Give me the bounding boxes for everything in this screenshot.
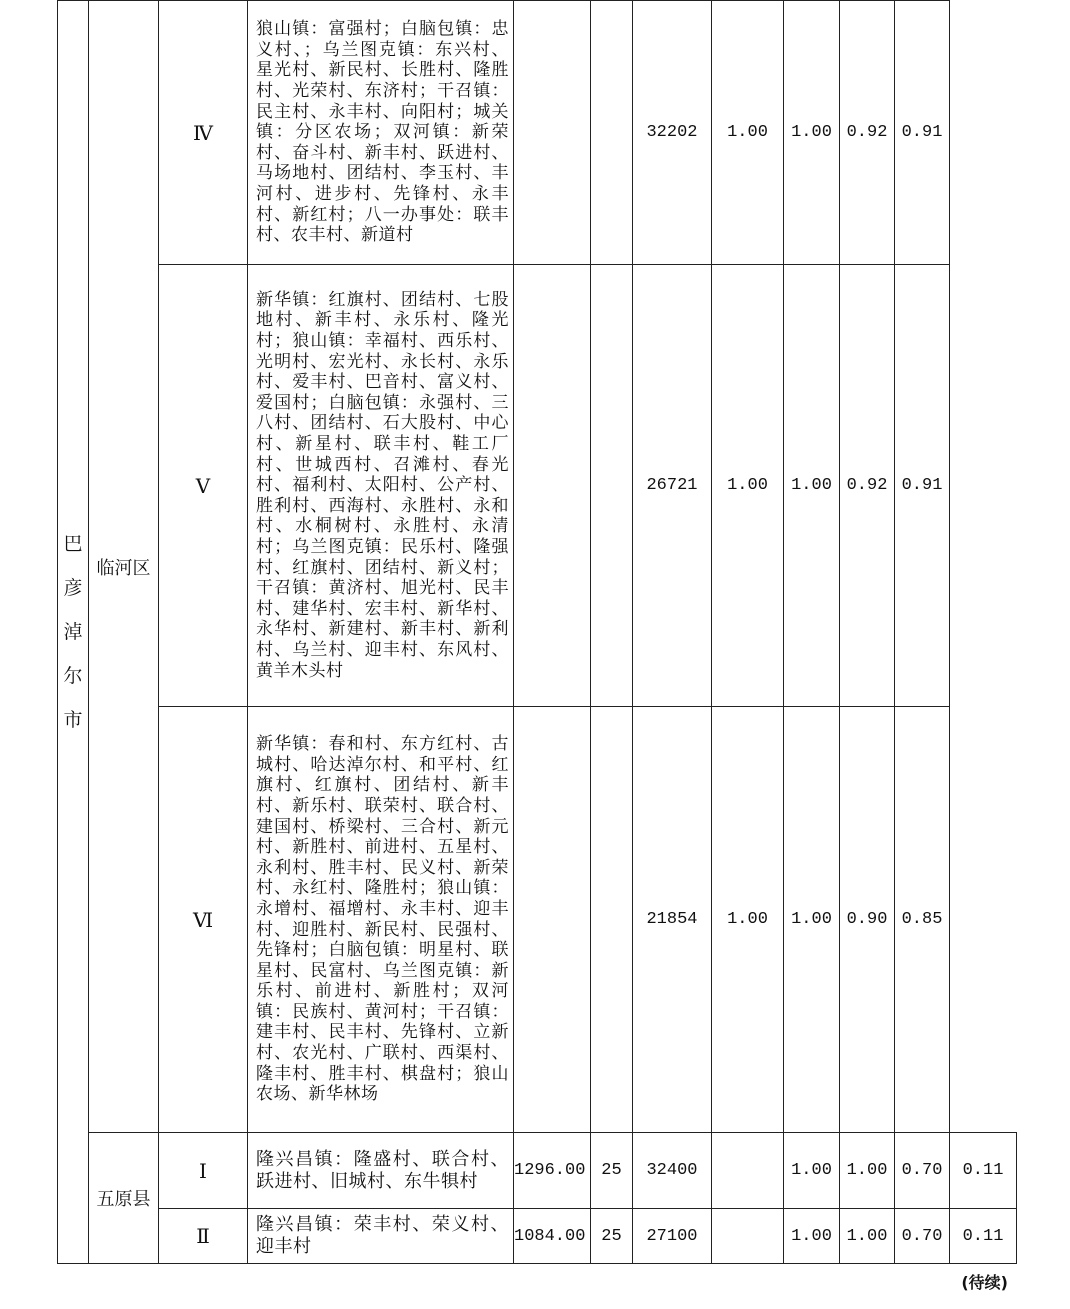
area-cell: 1296.00 <box>514 1133 591 1209</box>
coef-2-cell: 1.00 <box>784 707 840 1133</box>
grade-cell: Ⅰ <box>159 1133 248 1209</box>
multiple-cell <box>591 265 633 707</box>
grade-cell: Ⅵ <box>159 707 248 1133</box>
coef-3-cell: 0.70 <box>895 1133 950 1209</box>
villages-cell: 狼山镇：富强村；白脑包镇：忠义村、；乌兰图克镇：东兴村、星光村、新民村、长胜村、隆胜村、光荣村、东济村；干召镇：民主村、永丰村、向阳村；城关镇：分区农场；双河镇：新荣村、奋斗村、新丰村、跃进村、马场地村、团结村、李玉村、丰河村、进步村、先锋村、永丰村、新红村；八一办事处：联丰村、农丰村、新道村 <box>248 1 514 265</box>
villages-cell: 新华镇：春和村、东方红村、古城村、哈达淖尔村、和平村、红旗村、红旗村、团结村、新丰村、新乐村、联荣村、联合村、建国村、桥梁村、三合村、新元村、新胜村、前进村、五星村、永利村、胜丰村、民义村、新荣村、永红村、隆胜村；狼山镇：永增村、福增村、永丰村、迎丰村、迎胜村、新民村、民强村、先锋村；白脑包镇：明星村、联星村、民富村、乌兰图克镇：新乐村、前进村、新胜村；双河镇：民族村、黄河村；干召镇：建丰村、民丰村、先锋村、立新村、农光村、广联村、西渠村、隆丰村、胜丰村、棋盘村；狼山农场、新华林场 <box>248 707 514 1133</box>
coef-4-cell: 0.85 <box>895 707 950 1133</box>
coef-1-cell: 1.00 <box>784 1209 840 1264</box>
villages-cell: 新华镇：红旗村、团结村、七股地村、新丰村、永乐村、隆光村；狼山镇：幸福村、西乐村、光明村、宏光村、永长村、永乐村、爱丰村、巴音村、富义村、爱国村；白脑包镇：永强村、三八村、团结村、石大股村、中心村、新星村、联丰村、鞋工厂村、世城西村、召滩村、春光村、福利村、太阳村、公产村、胜利村、西海村、永胜村、永和村、水桐树村、永胜村、永清村；乌兰图克镇：民乐村、隆强村、红旗村、团结村、新义村；干召镇：黄济村、旭光村、民丰村、建华村、宏丰村、新华村、永华村、新建村、新丰村、新利村、乌兰村、迎丰村、东风村、黄羊木头村 <box>248 265 514 707</box>
area-cell <box>514 1 591 265</box>
area-cell: 1084.00 <box>514 1209 591 1264</box>
coef-3-cell: 0.90 <box>840 707 895 1133</box>
coef-1-cell: 1.00 <box>712 1 784 265</box>
standard-cell: 21854 <box>633 707 712 1133</box>
villages-cell: 隆兴昌镇：隆盛村、联合村、跃进村、旧城村、东牛犋村 <box>248 1133 514 1209</box>
coef-1-cell: 1.00 <box>712 265 784 707</box>
city-char: 淖 <box>63 621 83 643</box>
coef-1-cell: 1.00 <box>712 707 784 1133</box>
city-char: 巴 <box>63 533 83 555</box>
coef-3-cell: 0.70 <box>895 1209 950 1264</box>
district-cell: 五原县 <box>89 1133 159 1264</box>
continued-label: (待续) <box>961 1273 1008 1292</box>
coef-4-cell: 0.11 <box>950 1133 1017 1209</box>
grade-cell: Ⅳ <box>159 1 248 265</box>
city-cell <box>58 1 89 1264</box>
table-row <box>58 1 1017 265</box>
multiple-cell <box>591 1 633 265</box>
city-char: 尔 <box>63 665 83 687</box>
city-char: 彦 <box>63 577 83 599</box>
coef-2-cell: 1.00 <box>840 1133 895 1209</box>
coef-2-cell: 1.00 <box>784 265 840 707</box>
blank-cell <box>712 1133 784 1209</box>
table-row <box>58 1209 1017 1264</box>
table-row <box>58 707 1017 1133</box>
blank-cell <box>712 1209 784 1264</box>
grade-cell: Ⅴ <box>159 265 248 707</box>
grade-cell: Ⅱ <box>159 1209 248 1264</box>
multiple-cell: 25 <box>591 1209 633 1264</box>
table-row <box>58 1133 1017 1209</box>
coef-4-cell: 0.91 <box>895 265 950 707</box>
standard-cell: 27100 <box>633 1209 712 1264</box>
table-row <box>58 265 1017 707</box>
standard-cell: 32202 <box>633 1 712 265</box>
standard-cell: 26721 <box>633 265 712 707</box>
district-cell: 临河区 <box>89 1 159 1133</box>
coef-1-cell: 1.00 <box>784 1133 840 1209</box>
standard-cell: 32400 <box>633 1133 712 1209</box>
city-char: 市 <box>63 709 83 731</box>
coef-4-cell: 0.91 <box>895 1 950 265</box>
multiple-cell <box>591 707 633 1133</box>
coef-3-cell: 0.92 <box>840 265 895 707</box>
area-cell <box>514 265 591 707</box>
area-cell <box>514 707 591 1133</box>
coef-2-cell: 1.00 <box>784 1 840 265</box>
coef-3-cell: 0.92 <box>840 1 895 265</box>
coef-4-cell: 0.11 <box>950 1209 1017 1264</box>
multiple-cell: 25 <box>591 1133 633 1209</box>
villages-cell: 隆兴昌镇：荣丰村、荣义村、迎丰村 <box>248 1209 514 1264</box>
coef-2-cell: 1.00 <box>840 1209 895 1264</box>
compensation-table <box>57 0 1017 1264</box>
